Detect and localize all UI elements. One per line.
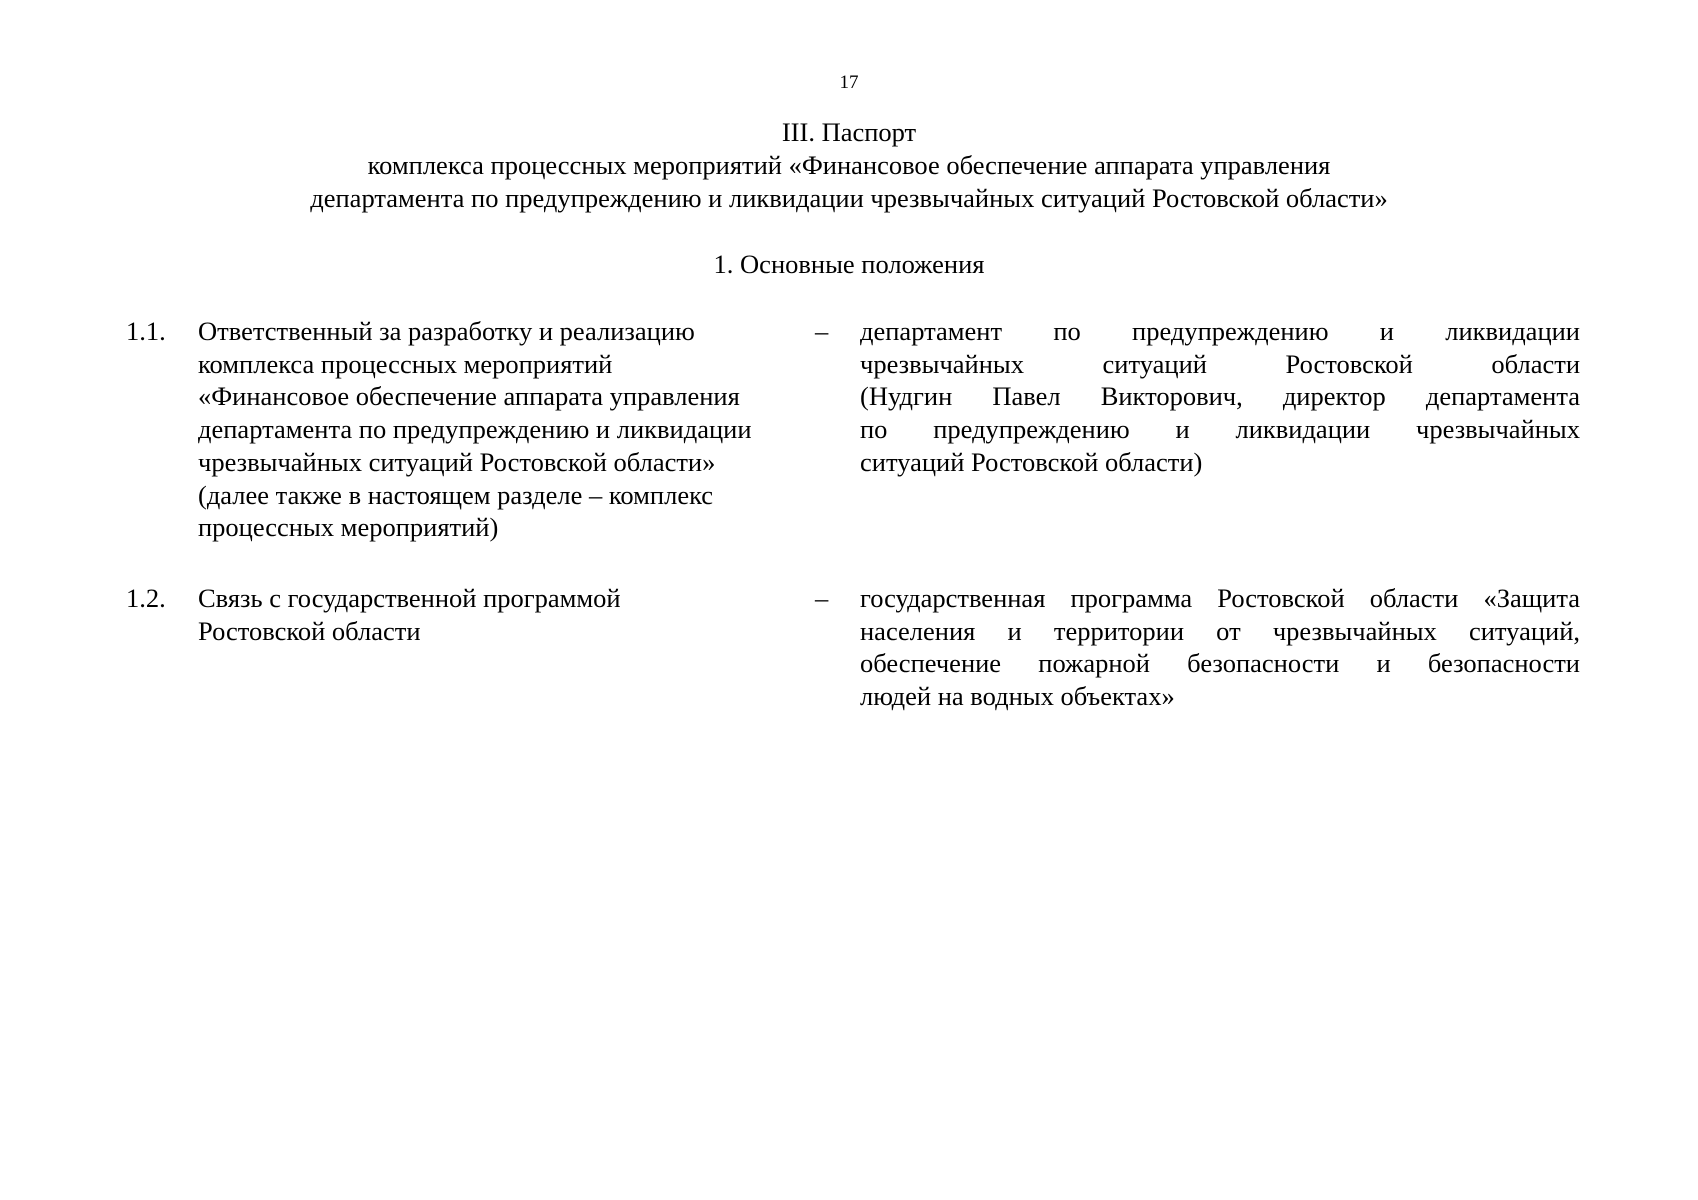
page-number: 17 <box>839 72 859 93</box>
item-value-line: государственная программа Ростовской области «Защита <box>860 583 1580 613</box>
item-label-line: Связь с государственной программой <box>198 583 621 613</box>
section-title: 1. Основные положения <box>713 249 985 279</box>
item-value-line: по предупреждению и ликвидации чрезвычайных <box>860 414 1580 445</box>
item-label-line: (далее также в настоящем разделе – комплекс <box>198 479 714 510</box>
heading-line-3: департамента по предупреждению и ликвидации чрезвычайных ситуаций Ростовской области» <box>310 183 1388 213</box>
item-label-line: процессных мероприятий) <box>198 512 499 543</box>
document-heading <box>0 116 1698 215</box>
item-dash: – <box>815 316 829 346</box>
item-value-line: (Нудгин Павел Викторович, директор департамента <box>860 381 1580 412</box>
item-value-line: ситуаций Ростовской области) <box>860 446 1203 477</box>
heading-line-1: III. Паспорт <box>781 117 917 147</box>
item-label-line: Ростовской области <box>198 615 421 646</box>
heading-line-2: комплекса процессных мероприятий «Финансовое обеспечение аппарата управления <box>367 150 1331 180</box>
item-number: 1.1. <box>126 316 166 346</box>
item-label-line: департамента по предупреждению и ликвидации <box>198 414 752 445</box>
item-number: 1.2. <box>126 583 166 613</box>
item-value-line: населения и территории от чрезвычайных ситуаций, <box>860 615 1580 646</box>
item-label-line: комплекса процессных мероприятий <box>198 348 613 379</box>
item-value <box>860 582 1580 713</box>
item-dash: – <box>815 583 829 613</box>
item-value-line: людей на водных объектах» <box>860 681 1175 712</box>
item-value-line: чрезвычайных ситуаций Ростовской области <box>860 348 1580 379</box>
item-value-line: обеспечение пожарной безопасности и безопасности <box>860 648 1580 679</box>
item-label-line: «Финансовое обеспечение аппарата управления <box>198 381 740 412</box>
item-label-line: чрезвычайных ситуаций Ростовской области» <box>198 446 716 477</box>
item-value-line: департамент по предупреждению и ликвидации <box>860 316 1580 346</box>
item-value <box>860 315 1580 479</box>
item-label <box>198 582 818 647</box>
item-label-line: Ответственный за разработку и реализацию <box>198 316 695 346</box>
item-label <box>198 315 818 544</box>
